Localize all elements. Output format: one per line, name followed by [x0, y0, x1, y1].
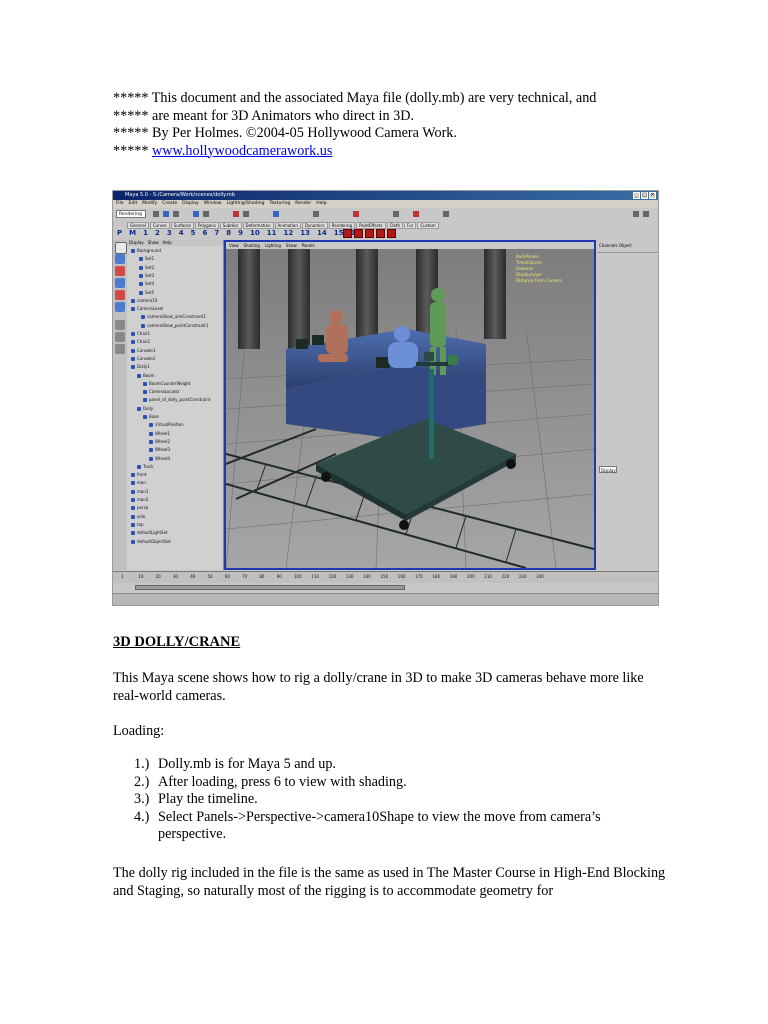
- outliner-item: [127, 323, 223, 328]
- timeline-tick: 130: [345, 574, 354, 579]
- list-item-number: 1.): [134, 756, 150, 772]
- list-item-text: Play the timeline.: [158, 791, 258, 807]
- outliner-item-label: persp: [137, 505, 149, 511]
- node-icon: [131, 299, 135, 303]
- maya-window-title: Maya 5.0 - S:/Camera/Work/scenes/dolly.mb: [125, 192, 235, 198]
- node-icon: [139, 282, 143, 286]
- timeline-tick: 150: [380, 574, 389, 579]
- maya-shelf: [113, 221, 658, 240]
- outliner-item-label: Wheel2: [155, 438, 171, 444]
- intro-line: ***** By Per Holmes. ©2004-05 Hollywood Camera Work.: [113, 125, 457, 141]
- outliner-item-label: man1: [137, 488, 149, 494]
- node-icon: [131, 357, 135, 361]
- tool-icon: [153, 211, 159, 217]
- outliner-item-label: Set4: [145, 281, 155, 287]
- shelf-tab: Fur: [404, 222, 416, 229]
- shelf-button: 14: [316, 229, 327, 237]
- maya-titlebar: [113, 191, 658, 200]
- outliner-item-label: Console1: [137, 347, 156, 353]
- shelf-tab: Custom: [417, 222, 438, 229]
- lasso-tool-icon: [115, 254, 125, 264]
- shelf-button: 9: [238, 229, 243, 237]
- move-tool-icon: [115, 266, 125, 276]
- outliner-item-label: top: [137, 521, 144, 527]
- node-icon: [131, 515, 135, 519]
- outliner-item: [127, 306, 223, 311]
- tool-icon: [353, 211, 359, 217]
- shelf-buttons: [117, 229, 360, 237]
- shelf-button: 15: [333, 229, 344, 237]
- timeline-tick: 100: [294, 574, 302, 579]
- timeline-tick: 20: [155, 574, 161, 579]
- shelf-tab: PaintEffects: [356, 222, 386, 229]
- pillar: [484, 249, 506, 339]
- shelf-tab: Dynamics: [302, 222, 328, 229]
- shelf-button: 5: [190, 229, 196, 237]
- outliner-item-label: Set1: [145, 256, 155, 262]
- wheel: [399, 520, 409, 530]
- outliner-item-label: man: [137, 480, 146, 486]
- outliner-item-label: cameraShow_aimConstraint1: [147, 314, 206, 320]
- outliner-menu-item: Help: [162, 240, 172, 245]
- node-icon: [137, 465, 141, 469]
- timeline-tick: 80: [259, 574, 265, 579]
- viewport-menu-item: Shading: [243, 243, 260, 248]
- outliner-menu-item: Show: [147, 240, 159, 245]
- node-icon: [131, 540, 135, 544]
- node-icon: [131, 307, 135, 311]
- node-icon: [131, 349, 135, 353]
- shelf-button: [343, 229, 352, 238]
- outliner-item: [127, 273, 223, 278]
- scene-render: [226, 249, 594, 568]
- outliner-item: [127, 439, 223, 444]
- menu-item: Window: [203, 201, 222, 206]
- node-icon: [149, 457, 153, 461]
- outliner-item-label: Base: [149, 414, 159, 419]
- outliner-item-label: CameraLevel: [137, 306, 164, 312]
- outliner-item-label: Wheel3: [155, 447, 171, 453]
- outliner-item: [127, 339, 223, 344]
- outliner-item: [127, 514, 223, 519]
- tool-icon: [273, 211, 279, 217]
- heads-up-display: [516, 254, 562, 284]
- outliner-item: [127, 331, 223, 336]
- timeline-tick: 90: [276, 574, 282, 579]
- shelf-button: [354, 229, 363, 238]
- node-icon: [149, 448, 153, 452]
- list-item: [134, 791, 654, 809]
- list-item-text: Dolly.mb is for Maya 5 and up.: [158, 756, 336, 772]
- timeline-tick: 170: [415, 574, 423, 579]
- node-icon: [143, 398, 147, 402]
- tool-icon: [393, 211, 399, 217]
- shelf-button: [387, 229, 396, 238]
- timeline-tick: 120: [328, 574, 337, 579]
- node-icon: [131, 473, 135, 477]
- timeline-tick: 220: [501, 574, 510, 579]
- shelf-button: [365, 229, 374, 238]
- intro-prefix: *****: [113, 142, 153, 159]
- list-item-number: 4.): [134, 808, 150, 825]
- node-icon: [143, 382, 147, 386]
- hud-label: Features: [516, 266, 534, 271]
- outliner-item: [127, 348, 223, 353]
- outliner-item: [127, 397, 223, 402]
- outliner-item: [127, 522, 223, 527]
- loading-steps: [134, 756, 654, 844]
- outliner-item: [127, 472, 223, 477]
- node-icon: [131, 531, 135, 535]
- shelf-button: 6: [202, 229, 208, 237]
- maya-screenshot: [112, 190, 659, 606]
- scale-tool-icon: [115, 290, 125, 300]
- shelf-tab: Surfaces: [171, 222, 194, 229]
- menu-item: Help: [316, 201, 327, 206]
- viewport-menu-item: Panels: [301, 243, 315, 248]
- timeline-tick: 210: [484, 574, 492, 579]
- toolbox: [113, 240, 128, 570]
- select-tool-icon: [115, 242, 127, 254]
- timeline-tick: 140: [363, 574, 371, 579]
- outliner-item: [127, 248, 223, 253]
- channel-tabs: Channels Object: [597, 240, 658, 253]
- monitor: [296, 339, 308, 349]
- shelf-button: 8: [226, 229, 232, 237]
- timeline-tick: 50: [207, 574, 213, 579]
- node-icon: [139, 257, 143, 261]
- outliner-item: [127, 406, 223, 411]
- node-icon: [137, 407, 141, 411]
- outliner-item-label: Boom: [143, 372, 155, 378]
- tool-icon: [633, 211, 639, 217]
- tool-icon: [203, 211, 209, 217]
- outliner-item: [127, 281, 223, 286]
- node-icon: [137, 374, 141, 378]
- shelf-button: 3: [166, 229, 172, 237]
- outliner-item-label: Track: [143, 463, 154, 469]
- node-icon: [131, 340, 135, 344]
- outliner-item-label: Set5: [145, 289, 155, 295]
- tool-icon: [443, 211, 449, 217]
- wheel: [321, 472, 331, 482]
- node-icon: [139, 291, 143, 295]
- list-item-text: Select Panels->Perspective->camera10Shape to view the move from camera’s perspective.: [158, 808, 601, 842]
- outliner-item: [127, 539, 223, 544]
- shelf-tab: Rendering: [329, 222, 355, 229]
- intro-line: ***** are meant for 3D Animators who direct in 3D.: [113, 107, 415, 124]
- shelf-tabs: [127, 222, 439, 229]
- node-icon: [149, 432, 153, 436]
- node-icon: [131, 365, 135, 369]
- hud-label: BackPanels: [516, 254, 539, 259]
- intro-block: [113, 90, 596, 160]
- monitor: [376, 357, 390, 368]
- outliner-item-label: defaultObjectSet: [137, 538, 171, 544]
- mode-selector: Rendering: [116, 210, 146, 218]
- outliner-item-label: Chair1: [137, 331, 151, 336]
- outliner-item: [127, 298, 223, 303]
- outliner-item-label: front: [137, 472, 147, 478]
- outliner-item: [127, 290, 223, 295]
- outliner-item-label: Console2: [137, 355, 156, 361]
- menu-item: Edit: [128, 201, 138, 206]
- outliner-item-label: Wheel4: [155, 455, 171, 461]
- maya-menubar: [113, 200, 658, 208]
- outliner-item: [127, 530, 223, 535]
- list-item: [134, 809, 654, 844]
- shelf-button: P: [117, 229, 123, 237]
- timeline-tick: 230: [518, 574, 527, 579]
- outliner-item-label: defaultLightSet: [137, 530, 168, 536]
- perspective-viewport: [224, 240, 596, 570]
- shelf-tab: Curves: [150, 222, 170, 229]
- shelf-button: 1: [143, 229, 148, 237]
- outliner-item: [127, 414, 223, 419]
- tool-icon: [243, 211, 249, 217]
- outliner-item: [127, 497, 223, 502]
- wheel: [506, 459, 516, 469]
- shelf-button: [376, 229, 385, 238]
- shelf-red-buttons: [343, 229, 396, 238]
- crane-arm: [416, 362, 450, 366]
- outliner-item-label: cameraShow_pointConstraint1: [147, 322, 209, 328]
- outliner-item-label: BoomCounterWeight: [149, 380, 191, 386]
- timeline-tick: 40: [190, 574, 196, 579]
- shelf-tab: General: [127, 222, 149, 229]
- node-icon: [131, 523, 135, 527]
- menu-item: Modify: [142, 201, 158, 206]
- list-item-number: 2.): [134, 773, 150, 790]
- outliner-item: [127, 373, 223, 378]
- hud-label: TimeInScene: [516, 260, 542, 265]
- shelf-tab: Deformation: [243, 222, 274, 229]
- tool-icon: [193, 211, 199, 217]
- outliner-item-label: Chair2: [137, 339, 151, 345]
- outliner-item: [127, 389, 223, 394]
- window-controls: [633, 192, 656, 199]
- node-icon: [143, 390, 147, 394]
- timeline-tick: 10: [138, 574, 144, 579]
- shelf-tab: Polygons: [195, 222, 219, 229]
- node-icon: [141, 324, 145, 328]
- outliner-item: [127, 356, 223, 361]
- menu-item: Lighting/Shading: [226, 201, 265, 206]
- channel-box: [597, 240, 658, 570]
- outliner-item: [127, 256, 223, 261]
- node-icon: [131, 506, 135, 510]
- node-icon: [131, 332, 135, 336]
- node-icon: [149, 440, 153, 444]
- outliner-panel: [127, 240, 224, 570]
- layout-icon: [115, 344, 125, 354]
- node-icon: [141, 315, 145, 319]
- timeline-tick: 200: [467, 574, 475, 579]
- shelf-button: 10: [249, 229, 260, 237]
- timeline-tick: 110: [311, 574, 319, 579]
- shelf-tab: Animation: [275, 222, 301, 229]
- menu-item: Create: [162, 201, 178, 206]
- command-line: [113, 593, 658, 606]
- timeline-tick: 30: [172, 574, 178, 579]
- node-icon: [143, 415, 147, 419]
- tool-icon: [313, 211, 319, 217]
- tool-icon: [173, 211, 179, 217]
- hud-label: DisplayLayer: [516, 272, 542, 277]
- maximize-icon: □: [642, 192, 647, 198]
- tool-icon: [233, 211, 239, 217]
- timeline-tick: 240: [536, 574, 544, 579]
- outliner-item-label: man2: [137, 497, 149, 502]
- pillar: [238, 249, 260, 349]
- outliner-item: [127, 265, 223, 270]
- list-item-number: 3.): [134, 791, 150, 807]
- outliner-item-label: Set3: [145, 272, 155, 278]
- range-slider-bar: [135, 585, 405, 590]
- outliner-item-label: Set2: [145, 264, 155, 270]
- hud-label: Distance From Camera: [516, 278, 562, 283]
- node-icon: [139, 274, 143, 278]
- outliner-item-label: Background: [137, 248, 161, 253]
- menu-item: Display: [182, 201, 199, 206]
- timeline-tick: 60: [224, 574, 230, 579]
- outliner-item: [127, 314, 223, 319]
- timeline-tick: 160: [397, 574, 406, 579]
- shelf-button: 4: [178, 229, 184, 237]
- outliner-menu-item: Display: [129, 240, 144, 245]
- crane-column: [429, 369, 434, 459]
- outliner-item-label: VirtualPosition: [155, 422, 184, 428]
- viewport-menu-item: Lighting: [264, 243, 281, 248]
- outliner-item: [127, 381, 223, 386]
- shelf-tab: Cloth: [387, 222, 403, 229]
- menu-item: Render: [295, 201, 312, 206]
- timeline-tick: 180: [432, 574, 441, 579]
- outliner-item: [127, 364, 223, 369]
- menu-item: File: [116, 201, 124, 206]
- shelf-button: 13: [300, 229, 310, 237]
- timeline-tick: 190: [449, 574, 458, 579]
- website-link[interactable]: www.hollywoodcamerawork.us: [152, 142, 333, 159]
- loading-label: Loading:: [113, 723, 165, 739]
- manipulator-tool-icon: [115, 302, 125, 312]
- node-icon: [131, 490, 135, 494]
- outliner-item-label: Dolly: [143, 405, 154, 411]
- outliner-item: [127, 456, 223, 461]
- outliner-item-label: CameraLocator: [149, 389, 180, 395]
- paragraph: The dolly rig included in the file is the same as used in The Master Course in High-End Blocking and Staging, so naturally most of the rigging is to accommodate geometry for: [113, 865, 666, 899]
- outliner-item-label: Dolly1: [137, 364, 150, 370]
- tool-icon: [163, 211, 169, 217]
- viewport-menu-item: Show: [285, 243, 297, 248]
- rotate-tool-icon: [115, 278, 125, 288]
- range-slider: [113, 583, 658, 593]
- node-icon: [139, 266, 143, 270]
- outliner-item: [127, 480, 223, 485]
- outliner-list: [127, 248, 223, 570]
- viewport-menu-item: View: [229, 243, 239, 248]
- timeline-tick: 1: [121, 574, 124, 579]
- close-icon: ×: [650, 192, 655, 198]
- pillar: [288, 249, 310, 354]
- node-icon: [131, 249, 135, 253]
- intro-line: [113, 143, 596, 161]
- shelf-button: 7: [214, 229, 220, 237]
- camera-head: [424, 352, 434, 361]
- maya-status-line: [113, 208, 658, 222]
- paragraph: This Maya scene shows how to rig a dolly/crane in 3D to make 3D cameras behave more like real-world cameras.: [113, 670, 644, 704]
- outliner-item-label: side: [137, 513, 146, 519]
- layout-icon: [115, 332, 125, 342]
- shelf-tab: Subdivs: [220, 222, 242, 229]
- layer-display-select: Display: [601, 468, 616, 473]
- shelf-button: 2: [154, 229, 160, 237]
- monitor: [312, 335, 324, 345]
- outliner-item: [127, 464, 223, 469]
- tool-icon: [643, 211, 649, 217]
- menu-item: Texturing: [269, 201, 291, 206]
- outliner-item: [127, 505, 223, 510]
- outliner-item-label: Wheel1: [155, 430, 171, 436]
- minimize-icon: _: [633, 192, 640, 199]
- shelf-button: 11: [266, 229, 277, 237]
- tool-icon: [413, 211, 419, 217]
- node-icon: [131, 498, 135, 502]
- outliner-item: [127, 447, 223, 452]
- node-icon: [131, 481, 135, 485]
- outliner-item: [127, 489, 223, 494]
- shelf-button: M: [129, 229, 137, 237]
- node-icon: [149, 423, 153, 427]
- outliner-item: [127, 422, 223, 427]
- outliner-item-label: camera10: [137, 297, 158, 303]
- section-title: 3D DOLLY/CRANE: [113, 634, 241, 650]
- outliner-menu: [127, 240, 223, 246]
- outliner-item: [127, 431, 223, 436]
- layout-icon: [115, 320, 125, 330]
- list-item-text: After loading, press 6 to view with shading.: [158, 773, 407, 790]
- intro-line: ***** This document and the associated Maya file (dolly.mb) are very technical, and: [113, 90, 597, 106]
- outliner-item-label: panel_of_dolly_pointConstraint: [149, 397, 211, 403]
- pillar: [356, 249, 378, 344]
- shelf-button: 12: [283, 229, 294, 237]
- viewport-menu: [226, 242, 594, 249]
- list-item: [134, 756, 654, 774]
- timeline-tick: 70: [242, 574, 248, 579]
- list-item: [134, 774, 654, 792]
- counterweight: [448, 355, 458, 365]
